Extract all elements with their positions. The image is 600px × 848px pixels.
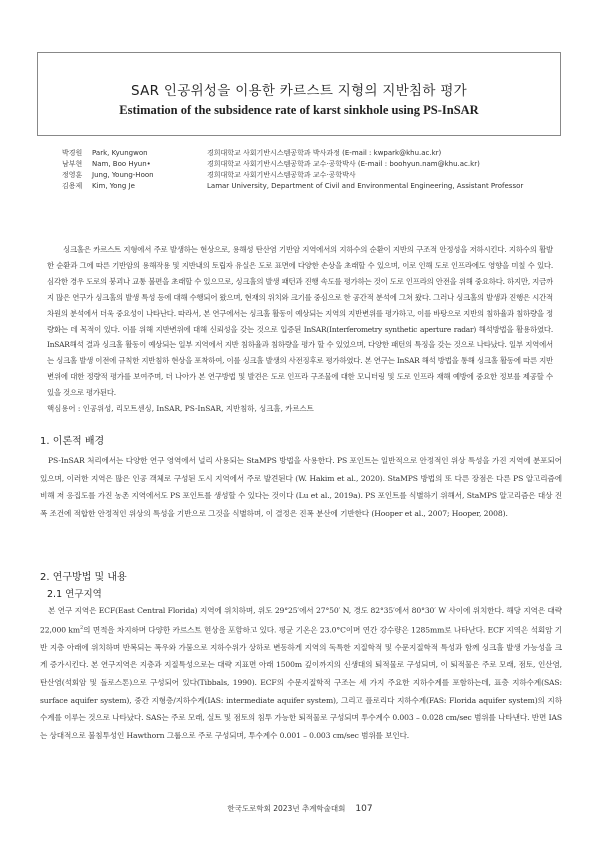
section-study-area-body [40, 602, 562, 744]
author-name-english: Kim, Yong Je [92, 182, 135, 190]
author-row [62, 148, 582, 159]
section-background-text: PS-InSAR 처리에서는 다양한 연구 영역에서 널리 사용되는 StaMPS 방법을 사용한다. PS 포인트는 일반적으로 안정적인 위상 특성을 가진 지역에 분포되어 있으며, 이러한 지역은 많은 인공 객체로 구성된 도시 지역에서 주로 발견된다 (W. Hakim et al., 2020). StaMPS 방법의 또 다른 장점은 다른 PS 알고리즘에 비해 저 응집도를 가진 농촌 지역에서도 PS 포인트를 생성할 수 있다는 것이다 (Lu et al., 2019a). PS 포인트를 식별하기 위해서, StaMPS 알고리즘은 대상 진폭 조건에 적합한 안정적인 위상의 특성을 기반으로 그것을 식별하며, 이 결정은 진폭 분산에 기반한다 (Hooper et al., 2007; Hooper, 2008). [40, 456, 562, 518]
abstract [47, 242, 553, 417]
author-row [62, 170, 582, 181]
author-affiliation: 경희대학교 사회기반시스템공학과 교수·공학박사 [207, 171, 356, 179]
section-heading-background: 1. 이론적 배경 [40, 436, 105, 447]
section-study-area-text [40, 602, 562, 744]
page-number: 107 [355, 804, 373, 814]
author-affiliation: 경희대학교 사회기반시스템공학과 교수·공학박사 (E-mail : boohyun.nam@khu.ac.kr) [207, 160, 480, 168]
author-affiliation: Lamar University, Department of Civil and Environmental Engineering, Assistant Professor [207, 182, 524, 190]
title-english: Estimation of the subsidence rate of karst sinkhole using PS-InSAR [119, 103, 479, 117]
section-background-body [40, 452, 562, 522]
author-row [62, 181, 582, 192]
page-footer [0, 803, 600, 814]
author-name-english: Park, Kyungwon [92, 149, 148, 157]
author-name-korean: 김용제 [62, 182, 83, 190]
author-name-english: Nam, Boo Hyun• [92, 160, 151, 168]
section-heading-methods: 2. 연구방법 및 내용 [40, 572, 127, 583]
abstract-text: 싱크홀은 카르스트 지형에서 주로 발생하는 현상으로, 용해성 탄산염 기반암 지역에서의 지하수의 순환이 지반의 구조적 안정성을 저하시킨다. 지하수의 활발한 순환과 그에 따른 기반암의 용해작용 및 지반내의 토립자 유실은 도로 표면에 다양한 손상을 초래할 수 있으며, 이로 인해 도로 인프라에도 영향을 미칠 수 있다. 심각한 경우 도로의 붕괴나 교통 불편을 초래할 수 있으므로, 싱크홀의 발생 패턴과 진행 속도를 평가하는 것이 도로 인프라의 안전을 위해 중요하다. 하지만, 지금까지 많은 연구가 싱크홀의 발생 특성 등에 대해 수행되어 왔으며, 현재의 위치와 크기를 중심으로 한 공간적 분석에 그쳐 왔다. 그러나 싱크홀의 발생과 진행은 시간적 차원의 분석에서 더욱 중요성이 나타난다. 따라서, 본 연구에서는 싱크홀 활동이 예상되는 지역의 지반변위를 평가하고, 이를 바탕으로 지반의 침하율과 침하량을 정량화는 데 목적이 있다. 이를 위해 지반변위에 대해 신뢰성을 갖는 것으로 입증된 InSAR(Interferometry synthetic aperture radar) 해석방법을 활용하였다. InSAR해석 결과 싱크홀 활동이 예상되는 일부 지역에서 지반 침하율과 침하량을 평가 할 수 있었으며, 다양한 패턴의 특징을 갖는 것으로 나타났다. 일부 지역에서는 싱크홀 발생 이전에 규칙한 지반침하 현상을 포착하여, 이를 싱크홀 발생의 사전징후로 평가하였다. 본 연구는 InSAR 해석 방법을 통해 싱크홀 활동에 따른 지반변위에 대한 정량적 평가를 보여주며, 더 나아가 본 연구방법 및 발견은 도로 인프라 구조물에 대한 모니터링 및 도로 인프라 재해 예방에 중요한 정보를 제공할 수 있을 것으로 평가된다. [47, 245, 553, 398]
author-affiliation: 경희대학교 사회기반시스템공학과 박사과정 (E-mail : kwpark@khu.ac.kr) [207, 149, 442, 157]
author-name-korean: 정영훈 [62, 171, 83, 179]
study-area-text-part2: 의 면적을 차지하며 다양한 카르스트 현상을 포함하고 있다. 평균 기온은 23.0°C이며 연간 강수량은 1285mm로 나타난다. ECF 지역은 석회암 기반 지층 아래에 위치하며 반복되는 폭우와 가뭄으로 지하수위가 상하로 변동하게 지역의 독특한 지질학적 및 수문지질학적 특성과 함께 싱크홀 발생 가능성을 크게 증가시킨다. 본 연구지역은 지층과 지질특성으로는 대략 지표면 아래 1500m 깊이까지의 신생대의 퇴적물로 구성되며, 이 퇴적물은 주로 모래, 점토, 인산염, 탄산염(석회암 및 돌로스톤)으로 구성되어 있다(Tibbals, 1990). ECF의 수문지질학적 구조는 세 가지 주요한 지하수계를 포함하는데, 표층 지하수계(SAS: surface aquifer system), 중간 지형층/지하수계(IAS: intermediate aquifer system), 그리고 플로리다 지하수계(FAS: Florida aquifer system)의 지하수계를 이루는 것으로 나타났다. SAS는 주로 모래, 실트 및 점토의 침투 가능한 퇴적물로 구성되며 투수계수 0.003 – 0.028 cm/sec 범위를 나타낸다. 반면 IAS는 상대적으로 불침투성인 Hawthorn 그룹으로 주로 구성되며, 투수계수 0.001 – 0.003 cm/sec 범위를 보인다. [40, 625, 562, 740]
study-area-text-part1: 본 연구 지역은 ECF(East Central Florida) 지역에 위치하며, 위도 29°25′에서 27°50′ N, 경도 82°35′에서 80°30′ W 사이에 위치한다. 해당 지역은 대략 22,000 km [40, 606, 562, 635]
title-korean: SAR 인공위성을 이용한 카르스트 지형의 지반침하 평가 [130, 83, 468, 99]
title-box [37, 52, 561, 136]
author-list [62, 148, 582, 192]
superscript: 2 [80, 624, 84, 631]
footer-conference: 한국도로학회 2023년 추계학술대회 [227, 804, 346, 813]
keywords: 핵심용어 : 인공위성, 리모트센싱, InSAR, PS-InSAR, 지반침하, 싱크홀, 카르스트 [47, 404, 314, 414]
author-row [62, 159, 582, 170]
author-name-korean: 박경원 [62, 149, 83, 157]
subsection-heading-study-area: 2.1 연구지역 [47, 589, 102, 600]
author-name-korean: 남부현 [62, 160, 83, 168]
author-name-english: Jung, Young-Hoon [92, 171, 154, 179]
